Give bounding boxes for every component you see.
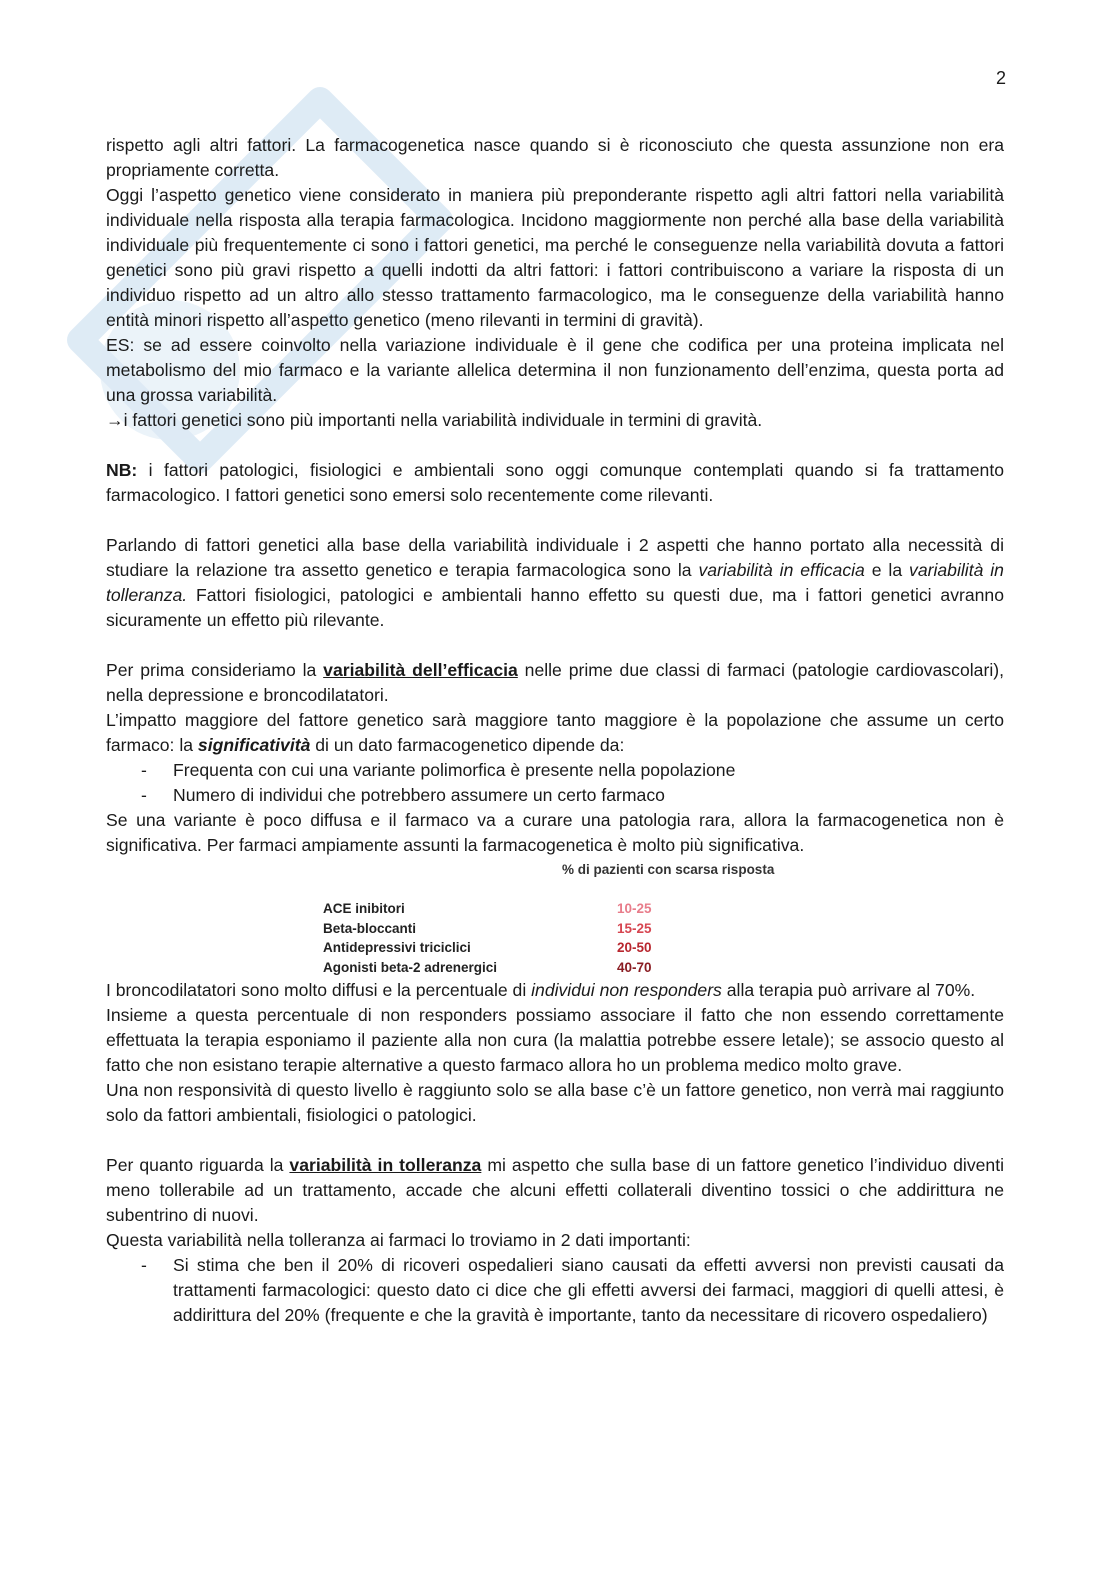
drug-name: ACE inibitori: [323, 901, 405, 916]
text-run: I broncodilatatori sono molto diffusi e la percentuale di: [106, 980, 532, 1000]
percentage: 40-70: [617, 959, 652, 975]
page-number: 2: [995, 68, 1006, 88]
table-rows: [323, 899, 697, 977]
list-item: [106, 783, 1004, 808]
paragraph: Insieme a questa percentuale di non responders possiamo associare il fatto che non essendo correttamente effettuata la terapia esponiamo il paziente alla non cura (la malattia potrebbe essere letale); se associo questo al fatto che non esistano terapie alternative a questo farmaco allora ho un problema medico molto grave.: [106, 1005, 1004, 1075]
list-item-text: Si stima che ben il 20% di ricoveri ospedalieri siano causati da effetti avversi non previsti causati da trattamenti farmacologici: questo dato ci dice che gli effetti avversi dei farmaci, maggiori di quelli attesi, è addirittura del 20% (frequente e che la gravità è importante, tanto da necessitare di ricovero ospedaliero): [173, 1255, 1004, 1325]
bullet-list: [106, 758, 1004, 808]
list-item: [106, 1253, 1004, 1328]
text-run: Parlando di fattori genetici alla base della variabilità individuale i 2 aspetti che hanno portato alla necessità di studiare la relazione tra assetto genetico e terapia farmacologica sono la: [106, 535, 1004, 580]
paragraph: Una non responsività di questo livello è raggiunto solo se alla base c’è un fattore genetico, non verrà mai raggiunto solo da fattori ambientali, fisiologici o patologici.: [106, 1080, 1004, 1125]
strong-emphasis: significatività: [197, 735, 311, 755]
table-row: [323, 938, 697, 958]
text-run: Fattori fisiologici, patologici e ambientali hanno effetto su questi due, ma i fattori genetici avranno sicuramente un effetto più rilevante.: [106, 585, 1004, 630]
percentage: 15-25: [617, 920, 652, 936]
bullet-list: [106, 1253, 1004, 1328]
table-row: [323, 899, 697, 919]
table-row: [323, 958, 697, 978]
emphasis: variabilità in efficacia: [698, 560, 865, 580]
emphasis: individui non responders: [531, 980, 722, 1000]
nb-label: NB:: [106, 460, 138, 480]
text-run: alla terapia può arrivare al 70%.: [721, 980, 976, 1000]
paragraph: [106, 978, 1004, 1003]
text-run: mi aspetto che sulla base di un fattore genetico l’individuo diventi meno tollerabile ad un trattamento, accade che alcuni effetti collaterali diventino tossici o che addirittura ne subentrino di nuovi.: [106, 1155, 1005, 1225]
bullet-dash: -: [141, 760, 147, 780]
paragraph: [106, 408, 1004, 433]
text-run: di un dato farmacogenetico dipende da:: [310, 735, 625, 755]
text-run: e la: [864, 560, 910, 580]
list-item-text: Numero di individui che potrebbero assumere un certo farmaco: [173, 785, 665, 805]
bullet-dash: -: [141, 1255, 147, 1275]
table-header: % di pazienti con scarsa risposta: [562, 862, 775, 877]
emphasis: variabilità in tolleranza.: [106, 560, 1004, 605]
paragraph: Se una variante è poco diffusa e il farmaco va a curare una patologia rara, allora la farmacogenetica non è significativa. Per farmaci ampiamente assunti la farmacogenetica è molto più significativa.: [106, 810, 1004, 855]
document-body: [106, 133, 1004, 1328]
paragraph: ES: se ad essere coinvolto nella variazione individuale è il gene che codifica per una proteina implicata nel metabolismo del mio farmaco e la variante allelica determina il non funzionamento dell’enzima, questa porta ad una grossa variabilità.: [106, 335, 1004, 405]
text-run: Per prima consideriamo la: [106, 660, 324, 680]
table-row: [323, 919, 697, 939]
bullet-dash: -: [141, 785, 147, 805]
text-run: Per quanto riguarda la: [106, 1155, 290, 1175]
strong-underlined: variabilità dell’efficacia: [323, 660, 518, 680]
drug-name: Antidepressivi triciclici: [323, 940, 471, 956]
list-item: [106, 758, 1004, 783]
nb-paragraph: [106, 458, 1004, 508]
nb-text: i fattori patologici, fisiologici e ambientali sono oggi comunque contemplati quando si fa trattamento farmacologico. I fattori genetici sono emersi solo recentemente come rilevanti.: [106, 460, 1004, 505]
text-run: L’impatto maggiore del fattore genetico sarà maggiore tanto maggiore è la popolazione che assume un certo farmaco: la: [106, 710, 1004, 755]
drug-name: Agonisti beta-2 adrenergici: [323, 959, 498, 975]
percentage: 20-50: [617, 940, 652, 956]
paragraph: rispetto agli altri fattori. La farmacogenetica nasce quando si è riconosciuto che questa assunzione non era propriamente corretta.: [106, 135, 1004, 180]
paragraph: Oggi l’aspetto genetico viene considerato in maniera più preponderante rispetto agli altri fattori nella variabilità individuale nella risposta alla terapia farmacologica. Incidono maggiormente non perché alla base della variabilità individuale più frequentemente ci sono i fattori genetici, ma perché le conseguenze nella variabilità dovuta a fattori genetici sono più gravi rispetto a quelli indotti da altri fattori: i fattori contribuiscono a variare la risposta di un individuo rispetto ad un altro allo stesso trattamento farmacologico, ma le conseguenze della variabilità hanno entità minori rispetto all’aspetto genetico (meno rilevanti in termini di gravità).: [106, 185, 1004, 330]
paragraph: [106, 658, 1004, 708]
list-item-text: Frequenta con cui una variante polimorfica è presente nella popolazione: [173, 760, 736, 780]
paragraph: Questa variabilità nella tolleranza ai farmaci lo troviamo in 2 dati importanti:: [106, 1230, 691, 1250]
arrow-icon: →: [106, 410, 124, 430]
conclusion-text: i fattori genetici sono più importanti nella variabilità individuale in termini di gravità.: [123, 410, 763, 430]
paragraph: [106, 1153, 1004, 1228]
paragraph: [106, 533, 1004, 633]
strong-underlined: variabilità in tolleranza: [289, 1155, 482, 1175]
percentage: 10-25: [617, 901, 652, 916]
paragraph: [106, 708, 1004, 758]
drug-name: Beta-bloccanti: [323, 920, 417, 936]
response-table: [106, 858, 1004, 978]
text-run: nelle prime due classi di farmaci (patologie cardiovascolari), nella depressione e broncodilatatori.: [106, 660, 1004, 705]
